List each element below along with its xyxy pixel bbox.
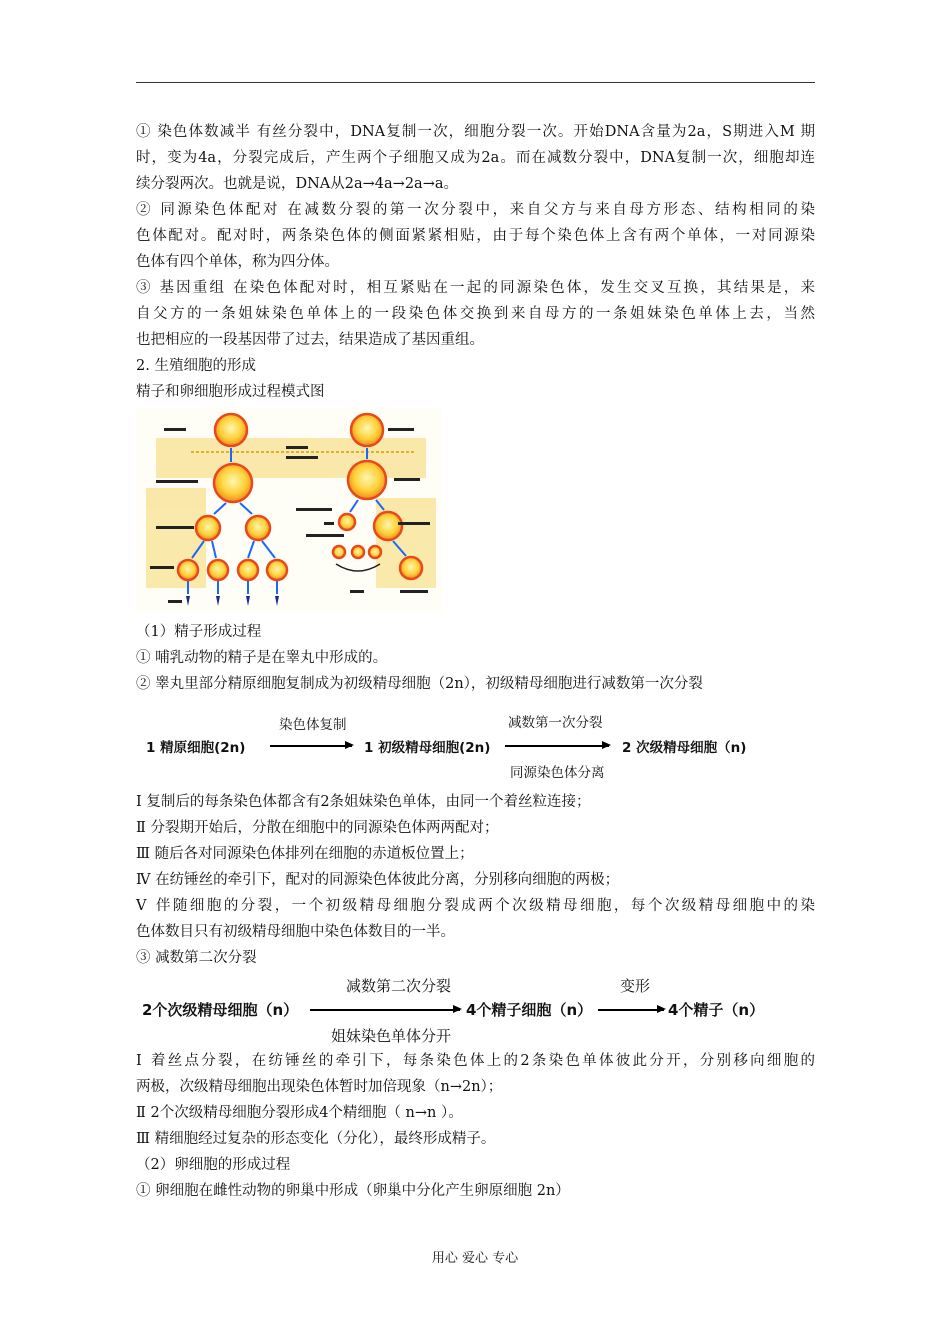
primary-oocyte-cell (348, 461, 386, 499)
text-line: Ⅱ 2个次级精母细胞分裂形成4个精细胞（ n→n ）。 (136, 1105, 463, 1121)
flow-label: 减数第一次分裂 (508, 715, 603, 731)
text-line: 色体配对。配对时，两条染色体的侧面紧紧相贴，由于每个染色体上含有两个单体，一对同源染 (136, 228, 815, 244)
oogonium-cell (351, 414, 383, 446)
text-line: Ⅰ 复制后的每条染色体都含有2条姐妹染色单体，由同一个着丝粒连接； (136, 794, 591, 810)
spermatogonium-cell (215, 414, 247, 446)
flow-node-secondary-spermatocytes: 2个次级精母细胞（n） (142, 1001, 299, 1019)
flow-label: 同源染色体分离 (510, 765, 605, 781)
text-line: ③ 减数第二次分裂 (136, 950, 257, 966)
secondary-oocyte-cell (374, 512, 402, 540)
flow-arrow (598, 1009, 664, 1011)
egg-cell (400, 557, 422, 579)
text-line: Ⅴ 伴随细胞的分裂，一个初级精母细胞分裂成两个次级精母细胞，每个次级精母细胞中的染 (136, 898, 815, 914)
text-line: Ⅰ 着丝点分裂，在纺锤丝的牵引下，每条染色体上的2条染色单体彼此分开，分别移向细胞的 (136, 1053, 815, 1069)
flow-arrow (505, 745, 609, 747)
flow-arrow (270, 745, 352, 747)
spermatid-cell (238, 560, 258, 580)
flow-node-sperm: 4个精子（n） (668, 1001, 765, 1019)
text-line: ① 染色体数减半 有丝分裂中，DNA复制一次，细胞分裂一次。开始DNA含量为2a，S期进入M 期 (136, 124, 815, 140)
text-line: Ⅲ 随后各对同源染色体排列在细胞的赤道板位置上； (136, 846, 474, 862)
text-line: Ⅱ 分裂期开始后，分散在细胞中的同源染色体两两配对； (136, 820, 499, 836)
text-line: ① 卵细胞在雌性动物的卵巢中形成（卵巢中分化产生卵原细胞 2n） (136, 1183, 570, 1199)
polar-body (333, 546, 345, 558)
text-line: 两极，次级精母细胞出现染色体暂时加倍现象（n→2n）； (136, 1079, 503, 1095)
section-heading: 2. 生殖细胞的形成 (136, 358, 256, 374)
page-footer: 用心 爱心 专心 (431, 1251, 519, 1266)
spermatid-cell (267, 560, 287, 580)
section-heading: （1）精子形成过程 (136, 624, 262, 640)
secondary-spermatocyte-cell (196, 516, 220, 540)
meiosis-two-steps (136, 1048, 815, 1204)
spermatid-cell (178, 560, 198, 580)
section-heading: （2）卵细胞的形成过程 (136, 1157, 291, 1173)
flow-node-secondary-spermatocyte: 2 次级精母细胞（n) (622, 740, 747, 756)
flow-label: 姐妹染色单体分开 (331, 1027, 452, 1045)
flow-label: 变形 (620, 977, 651, 995)
text-line: ① 哺乳动物的精子是在睾丸中形成的。 (136, 650, 388, 666)
flow-arrow (310, 1009, 460, 1011)
first-polar-body (339, 514, 355, 530)
primary-spermatocyte-cell (214, 464, 252, 502)
secondary-spermatocyte-cell (246, 516, 270, 540)
sperm-formation-intro (136, 619, 815, 697)
text-line: 续分裂两次。也就是说，DNA从2a→4a→2a→a。 (136, 176, 458, 192)
gametogenesis-diagram (136, 408, 442, 612)
text-line: 时，变为4a，分裂完成后，产生两个子细胞又成为2a。而在减数分裂中，DNA复制一次，细胞却连 (136, 150, 815, 166)
text-line: ② 同源染色体配对 在减数分裂的第一次分裂中，来自父方与来自母方形态、结构相同的染 (136, 202, 815, 218)
spermatid-cell (208, 560, 228, 580)
text-line: Ⅳ 在纺锤丝的牵引下，配对的同源染色体彼此分离，分别移向细胞的两极； (136, 872, 620, 888)
meiosis-one-steps (136, 789, 815, 971)
header-rule (136, 82, 815, 83)
flow-node-spermatids: 4个精子细胞（n） (466, 1001, 593, 1019)
flow-label: 减数第二次分裂 (346, 977, 452, 995)
para-chromosome-halving (136, 119, 815, 405)
text-line: 也把相应的一段基因带了过去，结果造成了基因重组。 (136, 332, 484, 348)
polar-body (352, 546, 364, 558)
figure-title: 精子和卵细胞形成过程模式图 (136, 384, 325, 400)
flow-node-spermatogonium: 1 精原细胞(2n) (146, 740, 246, 756)
flow-label: 染色体复制 (279, 717, 347, 733)
text-line: 自父方的一条姐妹染色单体上的一段染色体交换到来自母方的一条姐妹染色单体上去，当然 (136, 306, 815, 322)
text-line: 色体数目只有初级精母细胞中染色体数目的一半。 (136, 924, 455, 940)
text-line: Ⅲ 精细胞经过复杂的形态变化（分化），最终形成精子。 (136, 1131, 496, 1147)
text-line: ② 睾丸里部分精原细胞复制成为初级精母细胞（2n），初级精母细胞进行减数第一次分裂 (136, 676, 703, 692)
polar-body (369, 546, 381, 558)
text-line: 色体有四个单体，称为四分体。 (136, 254, 339, 270)
text-line: ③ 基因重组 在染色体配对时，相互紧贴在一起的同源染色体，发生交叉互换，其结果是，来 (136, 280, 815, 296)
flow-node-primary-spermatocyte: 1 初级精母细胞(2n) (364, 740, 491, 756)
